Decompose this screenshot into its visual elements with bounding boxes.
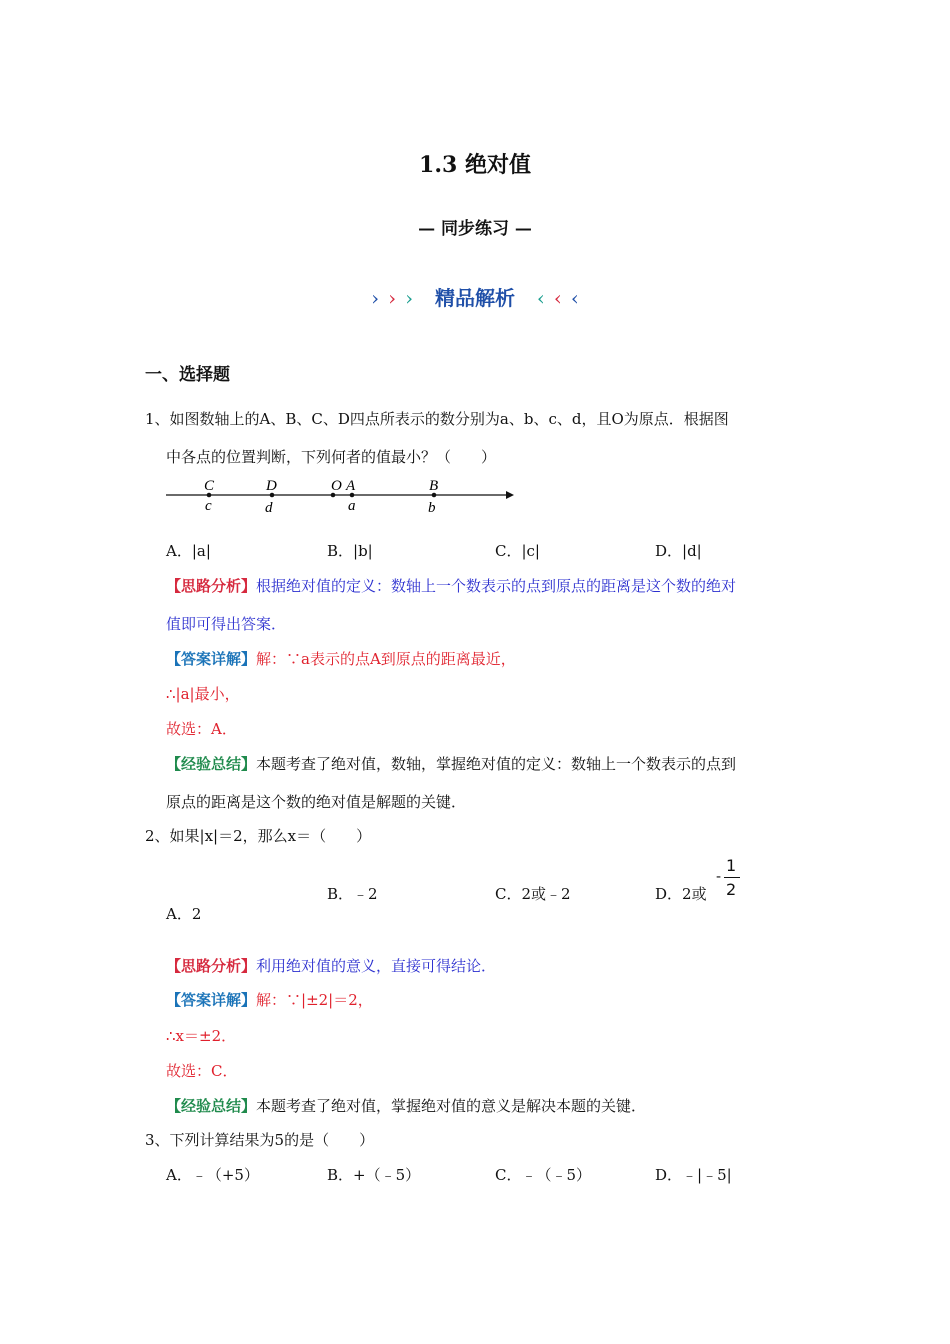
q1-option-a[interactable]: A．|a|: [166, 542, 211, 560]
q2-analysis: [166, 955, 496, 976]
q1-analysis: [166, 575, 736, 596]
q1-option-d[interactable]: D．|d|: [655, 542, 702, 560]
chevron-left-icon: ‹: [553, 286, 562, 310]
fraction-bar: [724, 877, 740, 878]
q1-summary-line2: 原点的距离是这个数的绝对值是解题的关键．: [166, 793, 467, 811]
label-d: d: [265, 500, 273, 516]
fraction-numerator: 1: [726, 856, 737, 875]
number-line-figure: [160, 472, 530, 520]
q1-option-c[interactable]: C．|c|: [495, 542, 540, 560]
fraction-denominator: 2: [726, 880, 737, 899]
analysis-tag: 【思路分析】: [166, 577, 257, 595]
chevron-left-icon: ‹: [536, 286, 545, 310]
label-D: D: [266, 478, 277, 494]
banner: [0, 282, 950, 311]
page-title: 1.3 绝对值: [419, 152, 531, 178]
summary-tag: 【经验总结】: [166, 1097, 257, 1115]
q2-option-d-fraction: [716, 856, 742, 902]
label-C: C: [204, 478, 215, 494]
chevron-right-icon: ›: [405, 286, 414, 310]
q2-option-d[interactable]: D．2或: [655, 885, 707, 903]
q1-analysis-line2: 值即可得出答案．: [166, 615, 287, 633]
answer-text: 解：∵a表示的点A到原点的距离最近，: [256, 650, 516, 668]
summary-text: 本题考查了绝对值，数轴，掌握绝对值的定义：数轴上一个数表示的点到: [256, 755, 737, 773]
summary-text: 本题考查了绝对值，掌握绝对值的意义是解决本题的关键．: [256, 1097, 647, 1115]
analysis-tag: 【思路分析】: [166, 957, 257, 975]
summary-tag: 【经验总结】: [166, 755, 257, 773]
analysis-text: 根据绝对值的定义：数轴上一个数表示的点到原点的距离是这个数的绝对: [256, 577, 737, 595]
answer-text: 解：∵|±2|＝2，: [256, 991, 373, 1009]
label-a: a: [348, 498, 356, 514]
q2-summary: [166, 1095, 646, 1116]
q1-answer: [166, 648, 516, 669]
q2-answer-line2: ∴x＝±2．: [166, 1027, 237, 1045]
q1-stem-line2: 中各点的位置判断，下列何者的值最小？（ ）: [166, 448, 497, 466]
analysis-text: 利用绝对值的意义，直接可得结论．: [256, 957, 497, 975]
axis-arrow-icon: [506, 491, 514, 499]
q3-option-a[interactable]: A．﹣（+5）: [166, 1166, 259, 1184]
q3-stem: 3、下列计算结果为5的是（ ）: [145, 1131, 375, 1149]
section-heading: 一、选择题: [145, 365, 230, 385]
label-A: A: [346, 478, 356, 494]
q1-answer-line2: ∴|a|最小，: [166, 685, 240, 703]
q2-answer-line3: 故选：C．: [166, 1062, 238, 1080]
answer-tag: 【答案详解】: [166, 991, 257, 1009]
q3-option-c[interactable]: C．﹣（﹣5）: [495, 1166, 592, 1184]
q1-answer-line3: 故选：A．: [166, 720, 237, 738]
chevron-right-icon: ›: [388, 286, 397, 310]
q1-option-b[interactable]: B．|b|: [327, 542, 373, 560]
q2-option-c[interactable]: C．2或﹣2: [495, 885, 571, 903]
banner-text: 精品解析: [435, 286, 515, 310]
q2-answer: [166, 989, 373, 1010]
label-O: O: [331, 478, 342, 494]
label-B: B: [429, 478, 439, 494]
q3-option-b[interactable]: B．+（﹣5）: [327, 1166, 421, 1184]
label-b: b: [428, 500, 436, 516]
q1-stem-line1: 1、如图数轴上的A、B、C、D四点所表示的数分别为a、b、c、d，且O为原点．根据图: [145, 410, 729, 428]
chevron-left-icon: ‹: [570, 286, 579, 310]
q3-option-d[interactable]: D．﹣|﹣5|: [655, 1166, 732, 1184]
label-c: c: [205, 498, 212, 514]
answer-tag: 【答案详解】: [166, 650, 257, 668]
q1-summary: [166, 753, 736, 774]
q2-option-a[interactable]: A．2: [166, 905, 202, 923]
q2-option-b[interactable]: B．﹣2: [327, 885, 378, 903]
chevron-right-icon: ›: [371, 286, 380, 310]
q2-stem: 2、如果|x|＝2，那么x＝（ ）: [145, 827, 372, 845]
fraction-sign: -: [716, 867, 722, 885]
page-subtitle: — 同步练习 —: [418, 219, 532, 239]
